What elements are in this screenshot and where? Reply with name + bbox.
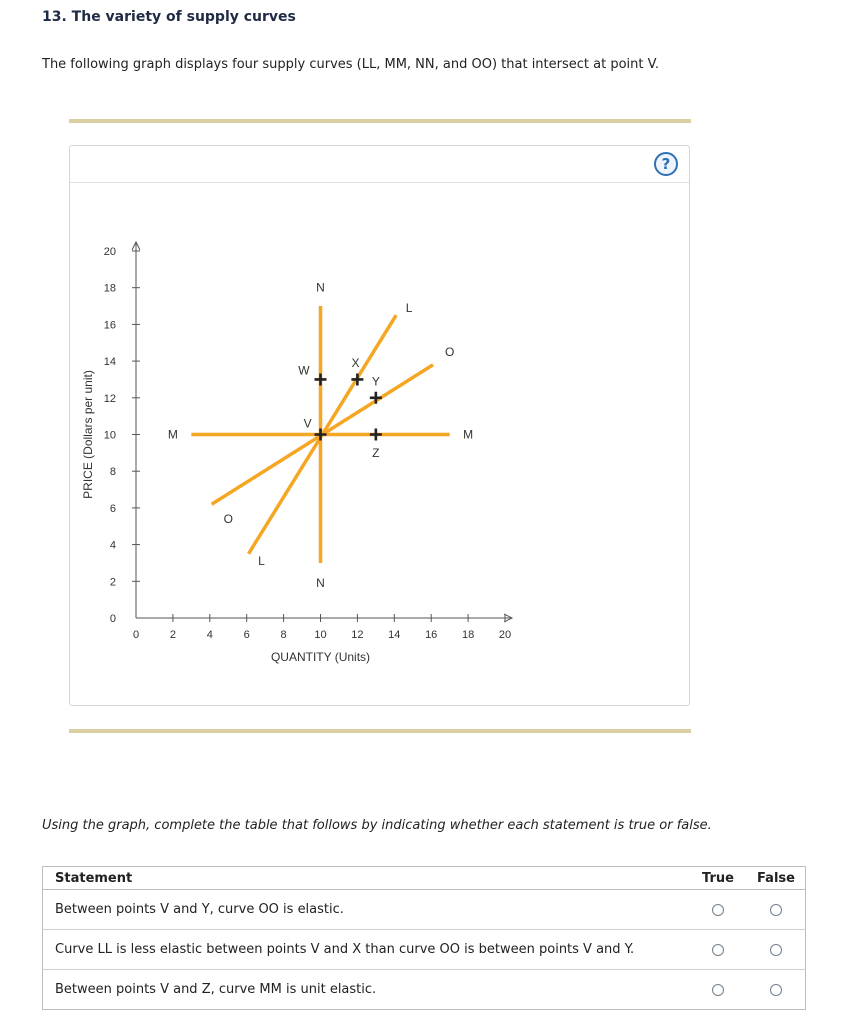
question-title: 13. The variety of supply curves (42, 9, 296, 25)
x-tick-label: 18 (461, 629, 475, 641)
x-tick-label: 10 (314, 629, 327, 641)
false-radio[interactable] (770, 984, 782, 996)
y-tick-label: 18 (103, 282, 116, 295)
statement-header: Statement (43, 867, 690, 890)
true-radio[interactable] (712, 904, 724, 916)
curve-label-L: L (405, 300, 413, 315)
y-tick-label: 10 (103, 429, 116, 442)
false-header: False (747, 867, 806, 890)
x-tick-label: 8 (280, 629, 287, 641)
question-intro: The following graph displays four supply curves (LL, MM, NN, and OO) that intersect at point V. (42, 57, 659, 72)
table-row (43, 930, 806, 970)
statement-table (42, 866, 806, 1010)
supply-curves-chart (70, 146, 689, 705)
help-icon[interactable]: ? (654, 152, 678, 176)
point-label-Y: Y (371, 374, 380, 389)
y-tick-label: 8 (109, 466, 116, 479)
x-tick-label: 14 (388, 629, 401, 641)
curve-label-O: O (444, 344, 455, 359)
y-axis-label: PRICE (Dollars per unit) (81, 370, 95, 499)
x-tick-label: 2 (169, 629, 176, 641)
graph-panel (69, 145, 690, 706)
chart-axes (104, 242, 512, 641)
x-tick-label: 6 (243, 629, 250, 641)
statement-text: Between points V and Y, curve OO is elastic. (43, 890, 690, 930)
point-label-Z: Z (372, 445, 380, 460)
y-tick-label: 0 (109, 613, 116, 625)
x-tick-label: 16 (425, 629, 438, 641)
x-tick-label: 0 (132, 629, 140, 641)
table-row (43, 890, 806, 930)
statement-text: Curve LL is less elastic between points V and X than curve OO is between points V and Y. (43, 930, 690, 970)
curve-label-N: N (316, 576, 325, 591)
true-radio[interactable] (712, 944, 724, 956)
point-label-V: V (303, 416, 312, 431)
y-tick-label: 14 (103, 356, 116, 369)
point-marker-Z (370, 429, 382, 441)
table-instruction: Using the graph, complete the table that follows by indicating whether each statement is true or false. (42, 818, 712, 833)
true-header: True (689, 867, 747, 890)
table-row (43, 970, 806, 1010)
y-tick-label: 20 (103, 246, 116, 258)
y-tick-label: 12 (103, 392, 116, 405)
curve-label-N: N (316, 280, 325, 295)
x-axis-label: QUANTITY (Units) (270, 650, 371, 664)
false-radio[interactable] (770, 904, 782, 916)
point-label-X: X (351, 355, 360, 370)
table-header-row (43, 867, 806, 890)
y-tick-label: 6 (109, 502, 116, 515)
statement-text: Between points V and Z, curve MM is unit elastic. (55, 982, 377, 997)
x-tick-label: 12 (351, 629, 364, 641)
curve-label-L: L (258, 554, 265, 569)
curve-label-M: M (463, 427, 474, 442)
y-tick-label: 2 (109, 576, 116, 589)
point-label-W: W (298, 363, 310, 378)
true-radio[interactable] (712, 984, 724, 996)
x-tick-label: 20 (498, 629, 512, 641)
top-divider (69, 119, 691, 123)
y-tick-label: 4 (109, 539, 116, 552)
x-tick-label: 4 (206, 629, 213, 641)
curve-label-M: M (167, 427, 178, 442)
point-marker-W (315, 373, 327, 385)
false-radio[interactable] (770, 944, 782, 956)
bottom-divider (69, 729, 691, 733)
y-tick-label: 16 (103, 319, 116, 332)
curve-label-O: O (223, 511, 233, 526)
